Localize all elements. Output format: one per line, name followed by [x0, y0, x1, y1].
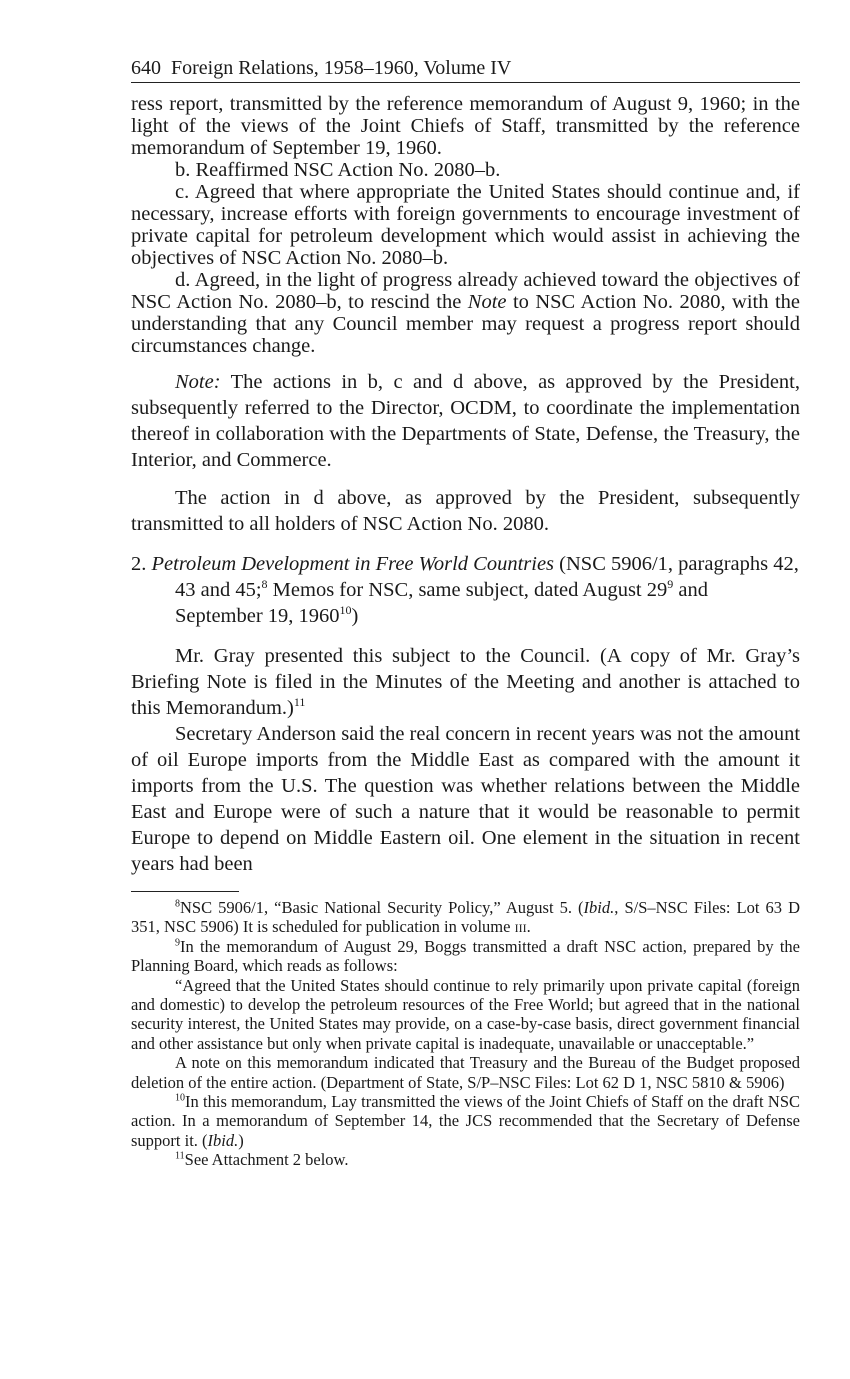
anderson-paragraph: Secretary Anderson said the real concern in recent years was not the amount of oil Europe imports from the Middle East as compared with the amount it imports from the U.S. The question was whether relations between the Middle East and Europe were of such a nature that it would be reasonable to permit Europe to depend on Middle Eastern oil. One element in the situation in recent years had been [131, 723, 801, 875]
running-header [131, 56, 800, 83]
action-b: b. Reaffirmed NSC Action No. 2080–b. [175, 159, 501, 181]
footnote-divider [131, 891, 239, 892]
footnote-8: $^8$NSC 5906/1, “Basic National Security Policy,” August 5. (Ibid., S/S–NSC Files: Lot 63 D 351, NSC 5906) It is scheduled for publication in volume iii. [131, 898, 800, 937]
footnote-9-note: A note on this memorandum indicated that Treasury and the Bureau of the Budget proposed deletion of the entire action. (Department of State, S/P–NSC Files: Lot 62 D 1, NSC 5810 & 5906) [131, 1053, 800, 1092]
footnote-11: $^{11}$See Attachment 2 below. [175, 1150, 349, 1170]
continuation-paragraph: ress report, transmitted by the reference memorandum of August 9, 1960; in the light of the views of the Joint Chiefs of Staff, transmitted by the reference memorandum of September 19, 1960. [131, 93, 800, 159]
action-c: c. Agreed that where appropriate the United States should continue and, if necessary, increase efforts with foreign governments to encourage investment of private capital for petroleum development which would assist in achieving the objectives of NSC Action No. 2080–b. [131, 181, 800, 269]
item-number: 2. [131, 553, 147, 575]
volume-title: Foreign Relations, 1958–1960, Volume IV [171, 57, 512, 79]
page-number: 640 [131, 57, 161, 79]
agenda-item-2: 2. Petroleum Development in Free World Countries (NSC 5906/1, paragraphs 42, 43 and 45;$^8$ Memos for NSC, same subject, dated August $29^9$ and September 19, 1960$^{10}$) [131, 553, 799, 627]
action-d: d. Agreed, in the light of progress already achieved toward the objectives of NSC Action No. 2080–b, to rescind the Note to NSC Action No. 2080, with the understanding that any Council member may request a progress report should circumstances change. [131, 269, 800, 357]
note-italic: Note [467, 291, 507, 313]
document-page [131, 56, 800, 1170]
actions-block [131, 93, 800, 357]
footnote-10: $^{10}$In this memorandum, Lay transmitted the views of the Joint Chiefs of Staff on the draft NSC action. In a memorandum of September 14, the JCS recommended that the Secretary of Defense support it. (Ibid.) [131, 1092, 800, 1150]
footnote-ref-8: 8 [261, 577, 268, 592]
footnote-ref-9: 9 [667, 577, 674, 592]
note-label: Note: [175, 371, 221, 393]
footnote-9-quote: “Agreed that the United States should continue to rely primarily upon private capital (foreign and domestic) to develop the petroleum resources of the Free World; but agreed that in the national security interest, the United States may provide, on a case-by-case basis, direct government financial and other assistance but only when private capital is inadequate, unavailable or unacceptable.” [131, 975, 800, 1053]
footnote-9: $^9$In the memorandum of August 29, Boggs transmitted a draft NSC action, prepared by the Planning Board, which reads as follows: [131, 936, 800, 976]
footnote-ref-10: 10 [339, 603, 352, 618]
item-title: Petroleum Development in Free World Countries [151, 553, 555, 575]
gray-paragraph: Mr. Gray presented this subject to the Council. (A copy of Mr. Gray’s Briefing Note is filed in the Minutes of the Meeting and another is attached to this Memorandum.)$^{11}$ [131, 645, 800, 719]
footnote-ref-11: 11 [293, 695, 306, 710]
footnotes [131, 898, 800, 1170]
note-paragraph: Note: The actions in b, c and d above, as approved by the President, subsequently referred to the Director, OCDM, to coordinate the implementation thereof in collaboration with the Departments of State, Defense, the Treasury, the Interior, and Commerce. [131, 371, 800, 471]
action-transmittal-paragraph: The action in d above, as approved by the President, subsequently transmitted to all holders of NSC Action No. 2080. [131, 487, 800, 535]
